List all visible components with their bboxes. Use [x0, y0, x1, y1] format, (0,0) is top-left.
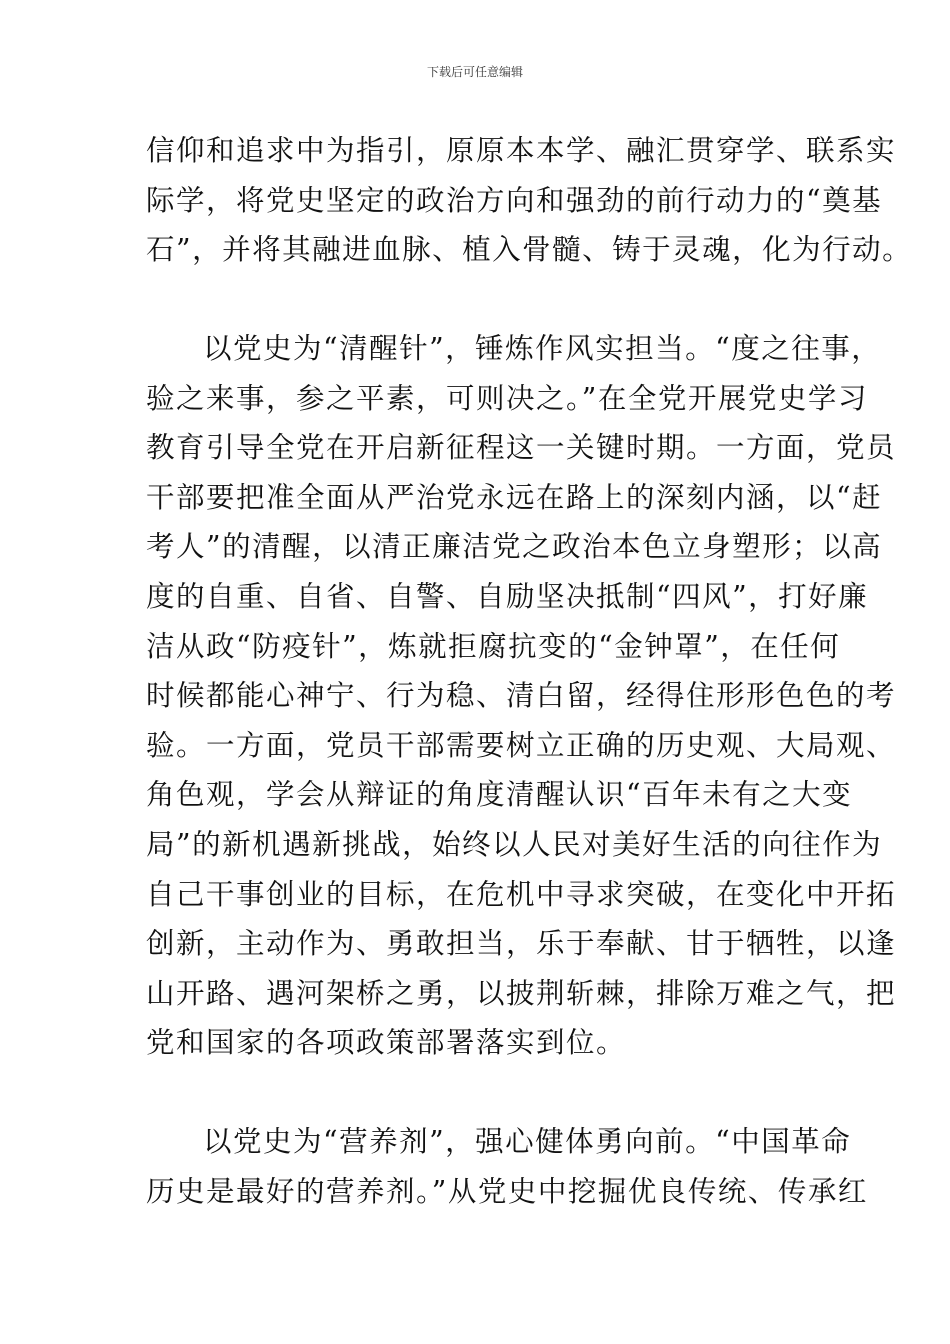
paragraph-line: 以党史为“清醒针”，锤炼作风实担当。“度之往事，	[203, 332, 882, 365]
paragraph-line: 以党史为“营养剂”，强心健体勇向前。“中国革命	[203, 1125, 852, 1158]
paragraph-line: 局”的新机遇新挑战，始终以人民对美好生活的向往作为	[146, 827, 883, 861]
paragraph-line: 党和国家的各项政策部署落实到位。	[146, 1026, 627, 1060]
paragraph-line: 历史是最好的营养剂。”从党史中挖掘优良传统、传承红	[146, 1174, 868, 1208]
paragraph-line: 信仰和追求中为指引，原原本本学、融汇贯穿学、联系实	[146, 134, 897, 167]
paragraph-line: 际学，将党史坚定的政治方向和强劲的前行动力的“奠基	[146, 183, 883, 217]
paragraph-line: 验之来事，参之平素，可则决之。”在全党开展党史学习	[146, 381, 868, 415]
paragraph-1	[146, 126, 913, 275]
paragraph-line: 时候都能心神宁、行为稳、清白留，经得住形形色色的考	[146, 679, 897, 713]
paragraph-3	[146, 1117, 868, 1216]
paragraph-line: 干部要把准全面从严治党永远在路上的深刻内涵，以“赶	[146, 480, 883, 514]
paragraph-line: 创新，主动作为、勇敢担当，乐于奉献、甘于牺牲，以逢	[146, 927, 897, 961]
paragraph-line: 洁从政“防疫针”，炼就拒腐抗变的“金钟罩”，在任何	[146, 629, 841, 663]
paragraph-line: 度的自重、自省、自警、自励坚决抵制“四风”，打好廉	[146, 579, 869, 613]
paragraph-line: 山开路、遇河架桥之勇，以披荆斩棘，排除万难之气，把	[146, 976, 897, 1010]
paragraph-line: 角色观，学会从辩证的角度清醒认识“百年未有之大变	[146, 778, 853, 812]
paragraph-line: 自己干事创业的目标，在危机中寻求突破，在变化中开拓	[146, 877, 897, 911]
paragraph-line: 教育引导全党在开启新征程这一关键时期。一方面，党员	[146, 431, 897, 465]
paragraph-2	[146, 324, 897, 1068]
paragraph-line: 石”，并将其融进血脉、植入骨髓、铸于灵魂，化为行动。	[146, 233, 913, 267]
paragraph-line: 考人”的清醒，以清正廉洁党之政治本色立身塑形；以高	[146, 530, 883, 564]
paragraph-line: 验。一方面，党员干部需要树立正确的历史观、大局观、	[146, 728, 897, 762]
page-header: 下载后可任意编辑	[426, 65, 523, 79]
